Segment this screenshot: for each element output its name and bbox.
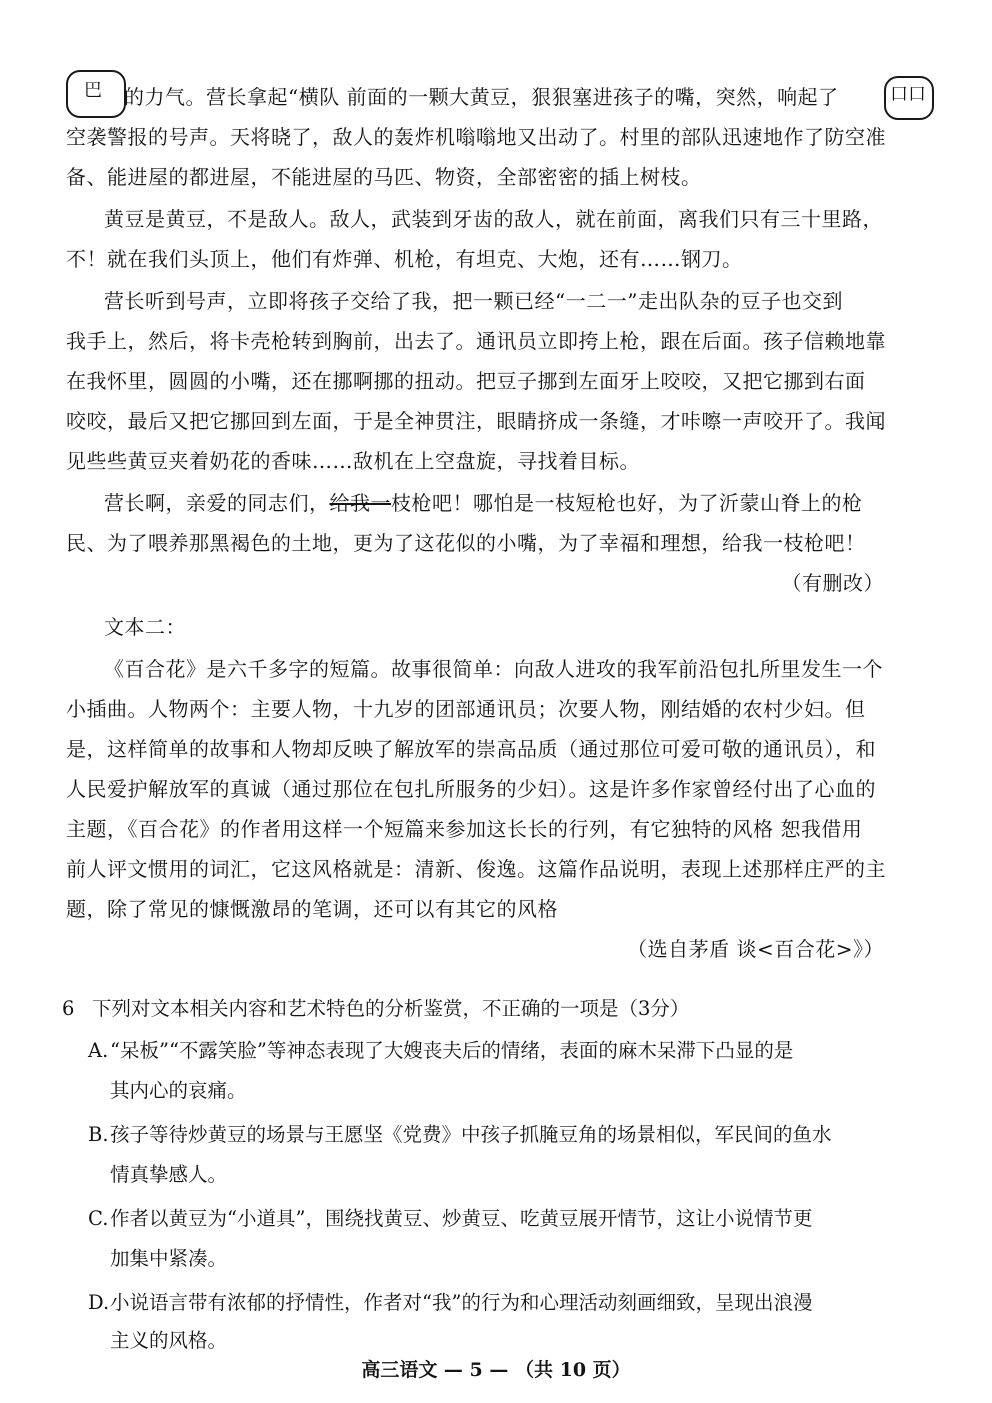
option-c-line1: 作者以黄豆为“小道具”，围绕找黄豆、炒黄豆、吃黄豆展开情节，这让小说情节更 — [110, 1207, 813, 1230]
option-c-letter: C. — [88, 1207, 109, 1230]
text1-p1-line1: 的力气。营长拿起“横队 前面的一颗大黄豆，狠狠塞进孩子的嘴，突然，响起了 — [124, 85, 839, 109]
handwritten-mark-left: 巴 — [84, 80, 102, 101]
text1-p4-line2: 民、为了喂养那黑褐色的土地，更为了这花似的小嘴，为了幸福和理想，给我一枝枪吧！ — [66, 531, 866, 555]
text2-line7: 题，除了常见的慷慨激昂的笔调，还可以有其它的风格 — [66, 897, 558, 921]
text1-p3-line5: 见些些黄豆夹着奶花的香味……敌机在上空盘旋，寻找着目标。 — [66, 449, 640, 473]
text1-p3-line1: 营长听到号声，立即将孩子交给了我，把一颗已经“一二一”走出队杂的豆子也交到 — [104, 289, 843, 313]
text1-p3-line4: 咬咬，最后又把它挪回到左面，于是全神贯注，眼睛挤成一条缝，才咔嚓一声咬开了。我闻 — [66, 409, 886, 433]
text2-heading: 文本二： — [104, 615, 186, 639]
text2-line2: 小插曲。人物两个：主要人物，十九岁的团部通讯员；次要人物，刚结婚的农村少妇。但 — [66, 697, 866, 721]
option-b-letter: B. — [88, 1123, 109, 1146]
option-d-line1: 小说语言带有浓郁的抒情性，作者对“我”的行为和心理活动刻画细致，呈现出浪漫 — [110, 1291, 813, 1314]
text2-line1: 《百合花》是六千多字的短篇。故事很简单：向敌人进攻的我军前沿包扎所里发生一个 — [104, 657, 883, 681]
option-d-letter: D. — [88, 1291, 110, 1314]
text1-p4-line1 — [104, 488, 896, 518]
text2-line3: 是，这样简单的故事和人物却反映了解放军的崇高品质（通过那位可爱可敬的通讯员），和 — [66, 737, 876, 761]
text1-p2-line2: 不！就在我们头顶上，他们有炸弹、机枪，有坦克、大炮，还有……钢刀。 — [66, 247, 743, 271]
question-number: 6 — [62, 997, 75, 1020]
option-a-line2: 其内心的哀痛。 — [110, 1079, 247, 1102]
text1-p4-after: 枝枪吧！哪怕是一枝短枪也好，为了沂蒙山脊上的枪 — [391, 491, 863, 515]
option-b-line1: 孩子等待炒黄豆的场景与王愿坚《党费》中孩子抓腌豆角的场景相似，军民间的鱼水 — [110, 1123, 832, 1146]
option-a-letter: A. — [88, 1039, 109, 1062]
text1-p4-before: 营长啊，亲爱的同志们， — [104, 491, 330, 515]
text1-p1-line2: 空袭警报的号声。天将晓了，敌人的轰炸机嗡嗡地又出动了。村里的部队迅速地作了防空准 — [66, 125, 886, 149]
question-stem: 下列对文本相关内容和艺术特色的分析鉴赏，不正确的一项是（3分） — [92, 997, 690, 1020]
text1-p4-struck: 给我一 — [329, 491, 391, 515]
text1-p2-line1: 黄豆是黄豆，不是敌人。敌人，武装到牙齿的敌人，就在前面，离我们只有三十里路， — [104, 207, 883, 231]
text1-p3-line2: 我手上，然后，将卡壳枪转到胸前，出去了。通讯员立即挎上枪，跟在后面。孩子信赖地靠 — [66, 329, 886, 353]
text1-p3-line3: 在我怀里，圆圆的小嘴，还在挪啊挪的扭动。把豆子挪到左面牙上咬咬，又把它挪到右面 — [66, 369, 866, 393]
text2-line4: 人民爱护解放军的真诚（通过那位在包扎所服务的少妇）。这是许多作家曾经付出了心血的 — [66, 777, 876, 801]
option-d-line2: 主义的风格。 — [110, 1329, 228, 1352]
text2-line5: 主题，《百合花》的作者用这样一个短篇来参加这长长的行列，有它独特的风格 恕我借用 — [66, 817, 863, 841]
text2-source: （选自茅盾 谈<百合花>》） — [627, 937, 884, 961]
text2-line6: 前人评文惯用的词汇，它这风格就是：清新、俊逸。这篇作品说明，表现上述那样庄严的主 — [66, 857, 886, 881]
text1-note: （有删改） — [781, 571, 884, 595]
option-c-line2: 加集中紧凑。 — [110, 1247, 228, 1270]
handwritten-mark-right: 口口 — [890, 84, 926, 105]
page-footer: 高三语文 — 5 — （共 10 页） — [361, 1359, 631, 1381]
option-b-line2: 情真挚感人。 — [110, 1163, 228, 1186]
text1-p1-line3: 备、能进屋的都进屋，不能进屋的马匹、物资，全部密密的插上树枝。 — [66, 165, 702, 189]
option-a-line1: “呆板”“不露笑脸”等神态表现了大嫂丧夫后的情绪，表面的麻木呆滞下凸显的是 — [110, 1039, 794, 1062]
